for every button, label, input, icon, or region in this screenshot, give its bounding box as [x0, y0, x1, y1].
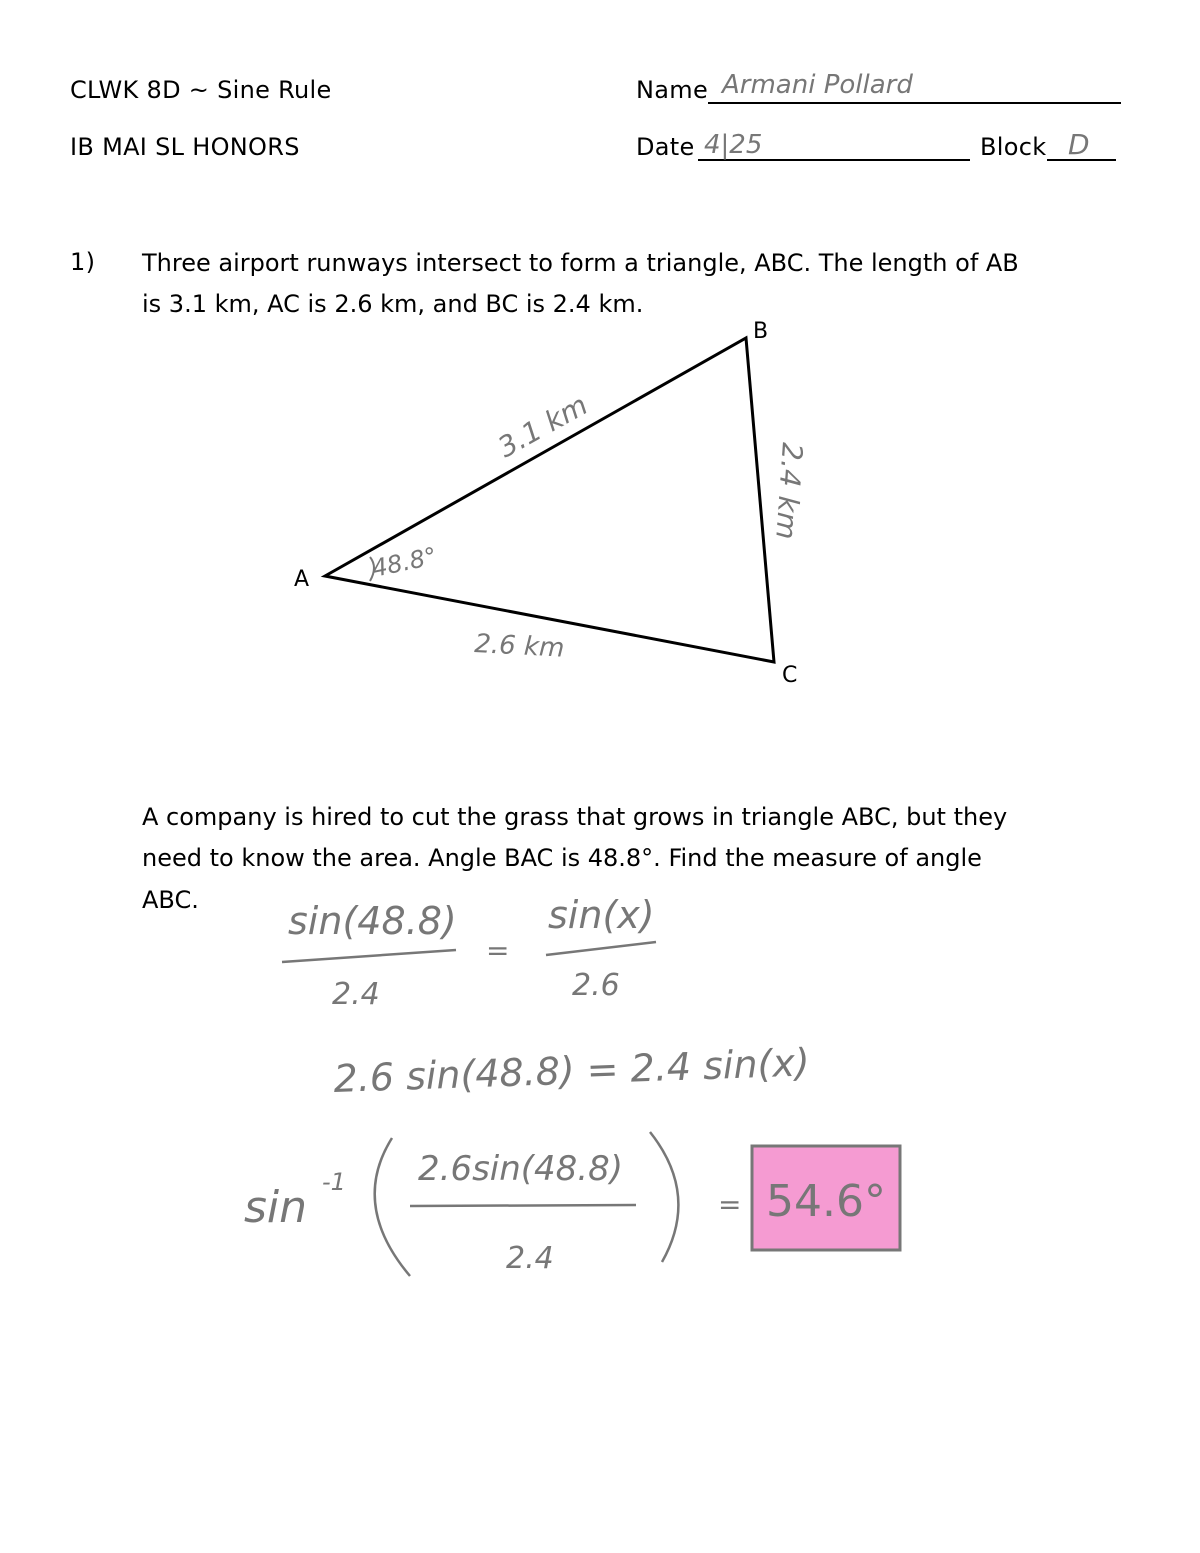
block-label: Block: [980, 133, 1047, 161]
task-line-3: ABC.: [142, 886, 199, 914]
angle-a-label: 48.8°: [369, 541, 440, 583]
vertex-c-label: C: [782, 663, 798, 688]
eq3-equals: =: [718, 1188, 742, 1221]
side-bc-label: 2.4 km: [769, 441, 809, 541]
task-line-2: need to know the area. Angle BAC is 48.8°. Find the measure of angle: [142, 844, 982, 872]
eq1-left-denominator: 2.4: [332, 977, 380, 1012]
eq3-numerator: 2.6sin(48.8): [418, 1149, 624, 1189]
eq1-right-numerator: sin(x): [548, 893, 655, 937]
eq2: 2.6 sin(48.8) = 2.4 sin(x): [332, 1040, 811, 1101]
course-name: IB MAI SL HONORS: [70, 133, 300, 161]
eq1-right-fraction-bar: [546, 942, 656, 955]
question-prompt-line-2: is 3.1 km, AC is 2.6 km, and BC is 2.4 km.: [142, 290, 644, 318]
vertex-b-label: B: [753, 319, 769, 344]
task-line-1: A company is hired to cut the grass that grows in triangle ABC, but they: [142, 803, 1008, 831]
eq3-denominator: 2.4: [506, 1241, 554, 1276]
block-value: D: [1068, 128, 1090, 161]
worksheet-title: CLWK 8D ~ Sine Rule: [70, 76, 332, 104]
question-number: 1): [70, 248, 96, 276]
eq3-exponent: -1: [322, 1168, 346, 1196]
name-label: Name: [636, 76, 709, 104]
question-prompt-line-1: Three airport runways intersect to form a triangle, ABC. The length of AB: [142, 249, 1019, 277]
vertex-a-label: A: [294, 567, 310, 592]
side-ab-label: 3.1 km: [492, 388, 594, 465]
eq3-left-paren: [375, 1138, 410, 1276]
eq1-left-numerator: sin(48.8): [288, 899, 457, 943]
side-ac-label: 2.6 km: [473, 629, 566, 664]
date-label: Date: [636, 133, 695, 161]
eq3-right-paren: [650, 1132, 678, 1262]
name-value: Armani Pollard: [722, 70, 913, 100]
date-value: 4|25: [704, 130, 763, 160]
eq1-equals: =: [486, 934, 510, 967]
eq3-fraction-bar: [410, 1205, 636, 1206]
eq1-left-fraction-bar: [282, 950, 456, 962]
eq1-right-denominator: 2.6: [572, 968, 620, 1003]
answer-value: 54.6°: [766, 1176, 886, 1227]
eq3-function: sin: [244, 1182, 308, 1233]
